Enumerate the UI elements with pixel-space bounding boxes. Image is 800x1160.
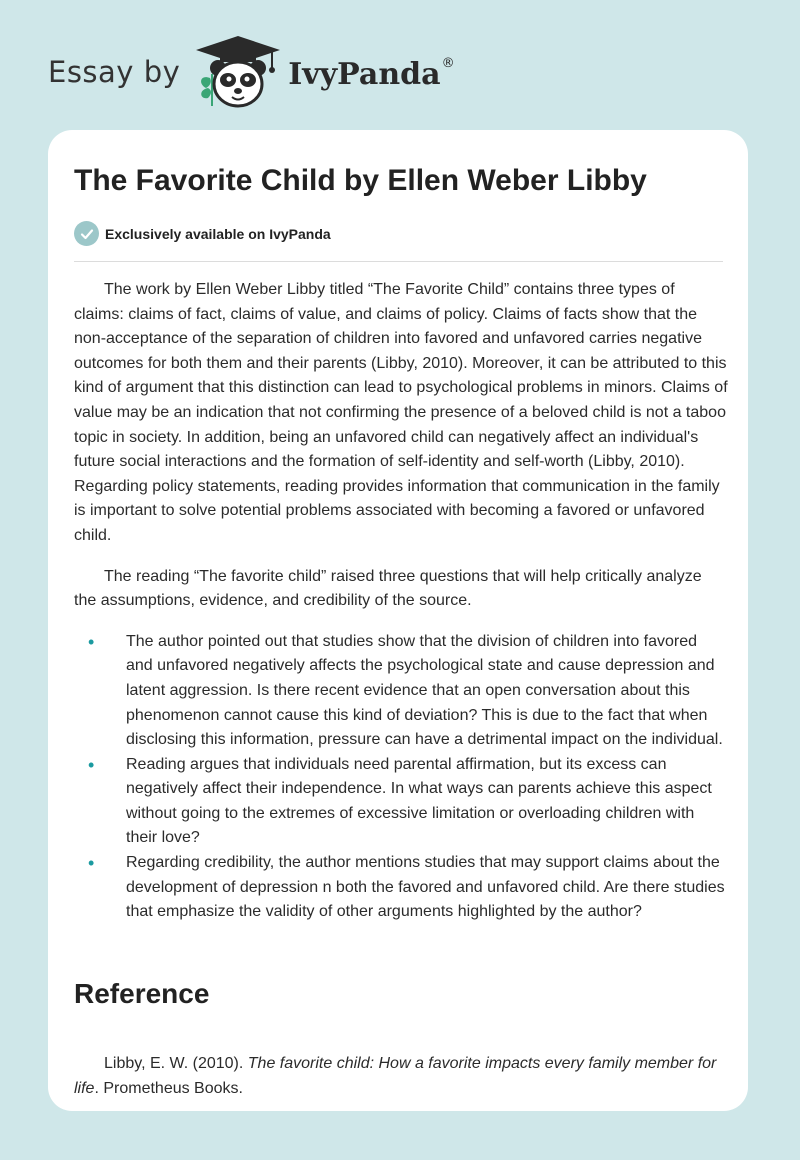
list-item (74, 630, 728, 753)
brand-name[interactable]: IvyPanda® (288, 55, 455, 92)
reference-entry (74, 1052, 728, 1101)
site-header (48, 34, 455, 110)
bullet-dot-icon: • (88, 853, 95, 874)
reference-heading: Reference (74, 978, 210, 1009)
panda-logo-icon (194, 34, 282, 110)
page-title: The Favorite Child by Ellen Weber Libby (74, 164, 647, 197)
list-item-text: Regarding credibility, the author mentions studies that may support claims about the development of depression n both the favored and unfavored child. Are there studies that emphasize the validity of other arguments highlighted by the author? (126, 854, 725, 921)
bullet-dot-icon: • (88, 631, 95, 652)
list-item-text: The author pointed out that studies show that the division of children into favored and unfavored negatively affects the psychological state and cause depression and latent aggression. Is there recent evidence that an open conversation about this phenomenon cannot cause this kind of deviation? This is due to the fact that when disclosing this information, pressure can have a detrimental impact on the individual. (126, 632, 723, 749)
registered-mark: ® (441, 55, 455, 71)
bullet-dot-icon: • (88, 754, 95, 775)
reference-lead: Libby, E. W. (2010). (104, 1055, 248, 1072)
check-circle-icon (74, 221, 99, 246)
paragraph: The reading “The favorite child” raised three questions that will help critically analyze the assumptions, evidence, and credibility of the source. (74, 567, 702, 610)
essay-body (74, 278, 728, 925)
list-item (74, 851, 728, 925)
exclusive-badge (74, 221, 331, 246)
list-item-text: Reading argues that individuals need parental affirmation, but its excess can negatively affect their independence. In what ways can parents achieve this aspect without going to the extremes of excessive limitation or overloading children with their love? (126, 755, 712, 847)
essay-by-label: Essay by (48, 55, 181, 89)
paragraph: The work by Ellen Weber Libby titled “The Favorite Child” contains three types of claims: claims of fact, claims of value, and claims of policy. Claims of facts show that the non-acceptance of the separation of children into favored and unfavored carries negative outcomes for both them and their parents (Libby, 2010). Moreover, it can be attributed to this kind of argument that this distinction can lead to psychological problems in minors. Claims of value may be an indication that not confirming the presence of a beloved child is not a taboo topic in society. In addition, being an unfavored child can negatively affect an individual's future social interactions and the formation of self-identity and self-worth (Libby, 2010). Regarding policy statements, reading provides information that communication in the family is important to solve potential problems associated with becoming a favored or unfavored child. (74, 281, 728, 544)
list-item (74, 753, 728, 851)
question-list (74, 630, 728, 925)
reference-title: The favorite child: How a favorite impacts every family member for life (74, 1055, 717, 1097)
reference-tail: . Prometheus Books. (94, 1079, 243, 1097)
divider (74, 261, 723, 262)
exclusive-label: Exclusively available on IvyPanda (105, 225, 331, 242)
essay-card (48, 130, 748, 1111)
